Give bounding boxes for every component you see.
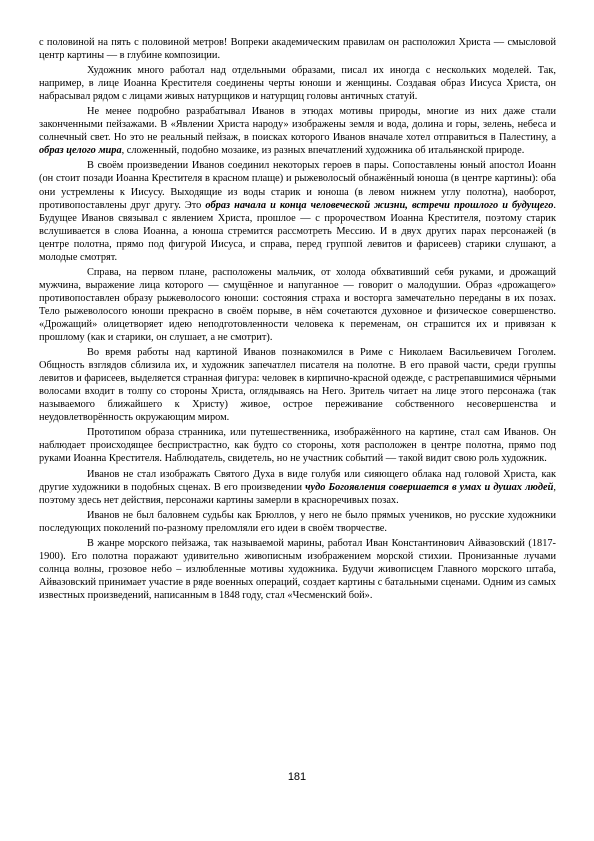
paragraph-text: Художник много работал над отдельными образами, писал их иногда с нескольких моделей. Так, например, в лице Иоанна Крестителя соединены черты юноши и женщины. Создавая образ Иисуса Христа, он набрасывал рядом с лицами живых натурщиков и натурщиц головы античных статуй. — [39, 65, 556, 103]
page-number: 181 — [287, 771, 307, 783]
paragraph-text: , поэтому здесь нет действия, персонажи картины замерли в красноречивых позах. — [39, 481, 556, 506]
paragraph — [39, 105, 556, 157]
paragraph — [39, 159, 556, 263]
paragraph-text: Справа, на первом плане, расположены мальчик, от холода обхвативший себя руками, и дрожащий мужчина, выражение лица которого — смущённое и напуганное — говорит о малодушии. Образ «дрожащего» противопоставлен образу рыжеволосого юноши: состояния страха и восторга замечательно переданы в их позах. Тело рыжеволосого юноши прекрасно в своём порыве, в нём сочетаются духовное и физическое совершенство. «Дрожащий» олицетворяет идею неподготовленности человека к переменам, он страшится их и привязан к прошлому (как и старики, он слушает, а не смотрит). — [39, 266, 556, 344]
emphasis-text: чудо Богоявления совершается в умах и душах людей — [305, 481, 554, 493]
paragraph-text: В жанре морского пейзажа, так называемой марины, работал Иван Константинович Айвазовский (1817-1900). Его полотна поражают удивительно живописным изображением морской стихии. Пронизанные лучами солнца волны, грозовое небо – излюбленные мотивы художника. Будучи живописцем Главного морского штаба, Айвазовский принимает участие в ряде военных операций, создает картины с батальными сценами. Одним из самых известных произведений, написанным в 1848 году, стал «Чесменский бой». — [39, 537, 556, 601]
paragraph — [39, 64, 556, 103]
paragraph — [39, 36, 556, 62]
paragraph-text: Иванов не был баловнем судьбы как Брюллов, у него не было прямых учеников, но русские художники последующих поколений по-разному преломляли его идеи в своём творчестве. — [39, 509, 556, 534]
paragraph-text: , сложенный, подобно мозаике, из разных впечатлений художника об итальянской природе. — [121, 145, 525, 157]
paragraph — [39, 266, 556, 344]
paragraph-text: Во время работы над картиной Иванов познакомился в Риме с Николаем Васильевичем Гоголем. Общность взглядов сблизила их, и художник запечатлел писателя на полотне. В его правой части, среди группы левитов и фарисеев, выделяется странная фигура: человек в кирпично-красной одежде, с растрепавшимися чёрными волосами входит в толпу со стороны Христа, оглядываясь на Него. Зритель читает на лице этого персонажа (так называемого ближайшего к Христу) живое, острое переживание собственного несовершенства и неудовлетворённость окружающим миром. — [39, 347, 556, 424]
emphasis-text: образ начала и конца человеческой жизни, встречи прошлого и будущего — [205, 199, 554, 211]
paragraph — [39, 346, 556, 424]
paragraph — [39, 468, 556, 507]
paragraph-text: с половиной на пять с половиной метров! Вопреки академическим правилам он расположил Христа — смысловой центр картины — в глубине композиции. — [39, 37, 556, 62]
paragraph-text: Иванов не стал изображать Святого Духа в виде голубя или сияющего облака над головой Христа, как другие художники в подобных сценах. В его произведении — [39, 468, 556, 493]
text-body — [39, 36, 556, 602]
emphasis-text: образ целого мира — [39, 145, 122, 157]
paragraph — [39, 537, 556, 602]
paragraph-text: Не менее подробно разрабатывал Иванов в этюдах мотивы природы, многие из них даже стали законченными пейзажами. В «Явлении Христа народу» изображены земля и вода, долина и горы, зелень, небеса и солнечный свет. Но это не реальный пейзаж, в поисках которого Иванов вначале хотел отправиться в Палестину, а — [39, 106, 556, 144]
paragraph-text: В своём произведении Иванов соединил некоторых героев в пары. Сопоставлены юный апостол Иоанн (он стоит позади Иоанна Крестителя в красном плаще) и рыжеволосый обнажённый юноша (в центре картины): оба они устремлены к Иисусу. Выходящие из воды старик и юноша (в левом нижнем углу полотна), наоборот, противопоставлены друг другу. Это — [39, 160, 556, 211]
paragraph — [39, 426, 556, 465]
paragraph-text: Прототипом образа странника, или путешественника, изображённого на картине, стал сам Иванов. Он наблюдает происходящее беспристрастно, как будто со стороны, хотя расположен в центре полотна, прямо под руками Иоанна Крестителя. Наблюдатель, свидетель, но не участник событий — такой видит свою роль художник. — [39, 427, 556, 465]
paragraph — [39, 509, 556, 535]
paragraph-text: . Будущее Иванов связывал с явлением Христа, прошлое — с пророчеством Иоанна Крестителя, поэтому старик вслушивается в слова Иоанна, а юноша стремится рассмотреть Мессию. И в двух других парах персонажей (в центре полотна, прямо под фигурой Иисуса, и справа, перед группой левитов и фарисеев) старики слушают, а молодые смотрят. — [39, 199, 556, 263]
